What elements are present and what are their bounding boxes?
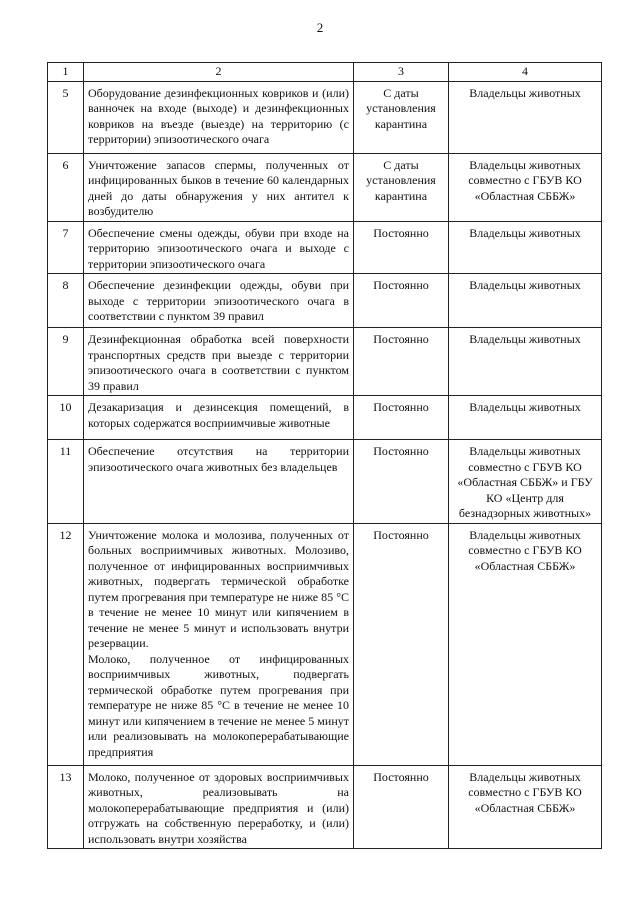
- term-cell: С даты установления карантина: [354, 81, 449, 153]
- measure-paragraph: Оборудование дезинфекционных ковриков и (или) ванночек на входе (выходе) и дезинфекционных ковриков на въезде (выезде) на территорию (с территории) эпизоотического очага: [88, 85, 349, 146]
- row-number: 9: [48, 328, 84, 396]
- responsible-cell: Владельцы животных совместно с ГБУВ КО «Областная СББЖ» и ГБУ КО «Центр для безнадзорных животных»: [449, 440, 602, 524]
- responsible-cell: Владельцы животных: [449, 274, 602, 328]
- responsible-cell: Владельцы животных: [449, 396, 602, 440]
- term-cell: С даты установления карантина: [354, 153, 449, 221]
- header-cell-2: 2: [84, 63, 354, 82]
- responsible-cell: Владельцы животных совместно с ГБУВ КО «Областная СББЖ»: [449, 153, 602, 221]
- row-number: 7: [48, 221, 84, 274]
- table-row: [48, 328, 602, 396]
- measure-cell: [84, 153, 354, 221]
- table-header-row: [48, 63, 602, 82]
- table-row: [48, 765, 602, 849]
- measure-paragraph: Обеспечение дезинфекции одежды, обуви при выходе с территории эпизоотического очага в соответствии с пунктом 39 правил: [88, 278, 349, 323]
- measure-paragraph: Уничтожение молока и молозива, полученных от больных восприимчивых животных. Молозиво, полученное от инфицированных восприимчивых животных, подвергать термической обработке путем прогревания при температуре не ниже 85 °C в течение не менее 10 минут или кипячением в течение не менее 5 минут и использовать внутри резервации.: [88, 527, 349, 650]
- row-number: 11: [48, 440, 84, 524]
- measure-paragraph: Обеспечение отсутствия на территории эпизоотического очага животных без владельцев: [88, 444, 349, 474]
- measure-cell: [84, 81, 354, 153]
- responsible-cell: Владельцы животных совместно с ГБУВ КО «Областная СББЖ»: [449, 523, 602, 765]
- measure-paragraph: Дезакаризация и дезинсекция помещений, в которых содержатся восприимчивые животные: [88, 400, 349, 430]
- row-number: 5: [48, 81, 84, 153]
- responsible-cell: Владельцы животных совместно с ГБУВ КО «Областная СББЖ»: [449, 765, 602, 849]
- measure-cell: [84, 440, 354, 524]
- measure-cell: [84, 328, 354, 396]
- row-number: 13: [48, 765, 84, 849]
- term-cell: Постоянно: [354, 328, 449, 396]
- measure-cell: [84, 221, 354, 274]
- term-cell: Постоянно: [354, 274, 449, 328]
- table-row: [48, 81, 602, 153]
- measure-paragraph: Обеспечение смены одежды, обуви при входе на территорию эпизоотического очага и выходе с территории эпизоотического очага: [88, 225, 349, 271]
- row-number: 6: [48, 153, 84, 221]
- term-cell: Постоянно: [354, 765, 449, 849]
- term-cell: Постоянно: [354, 440, 449, 524]
- table-row: [48, 396, 602, 440]
- responsible-cell: Владельцы животных: [449, 81, 602, 153]
- measure-paragraph: Уничтожение запасов спермы, полученных от инфицированных быков в течение 60 календарных дней до даты обнаружения у них антител к возбудителю: [88, 157, 349, 218]
- responsible-cell: Владельцы животных: [449, 328, 602, 396]
- header-cell-4: 4: [449, 63, 602, 82]
- term-cell: Постоянно: [354, 221, 449, 274]
- term-cell: Постоянно: [354, 523, 449, 765]
- responsible-cell: Владельцы животных: [449, 221, 602, 274]
- row-number: 12: [48, 523, 84, 765]
- table-row: [48, 221, 602, 274]
- measure-cell: [84, 765, 354, 849]
- measure-cell: [84, 396, 354, 440]
- header-cell-3: 3: [354, 63, 449, 82]
- page-number: 2: [316, 20, 324, 35]
- measure-paragraph: Молоко, полученное от инфицированных восприимчивых животных, подвергать термической обработке путем прогревания при температуре не ниже 85 °C в течение не менее 10 минут или кипячением в течение не менее 5 минут или реализовывать на молокоперерабатывающие предприятия: [88, 651, 349, 759]
- measures-table: [47, 62, 602, 849]
- table-row: [48, 440, 602, 524]
- table-row: [48, 153, 602, 221]
- measure-paragraph: Дезинфекционная обработка всей поверхности транспортных средств при выезде с территории эпизоотического очага в соответствии с пунктом 39 правил: [88, 332, 349, 393]
- measure-paragraph: Молоко, полученное от здоровых восприимчивых животных, реализовывать на молокоперерабатывающие предприятия и (или) отгружать на собственную переработку, и (или) использовать внутри хозяйства: [88, 769, 349, 846]
- row-number: 8: [48, 274, 84, 328]
- header-cell-1: 1: [48, 63, 84, 82]
- term-cell: Постоянно: [354, 396, 449, 440]
- table-row: [48, 523, 602, 765]
- table-row: [48, 274, 602, 328]
- measure-cell: [84, 523, 354, 765]
- row-number: 10: [48, 396, 84, 440]
- measure-cell: [84, 274, 354, 328]
